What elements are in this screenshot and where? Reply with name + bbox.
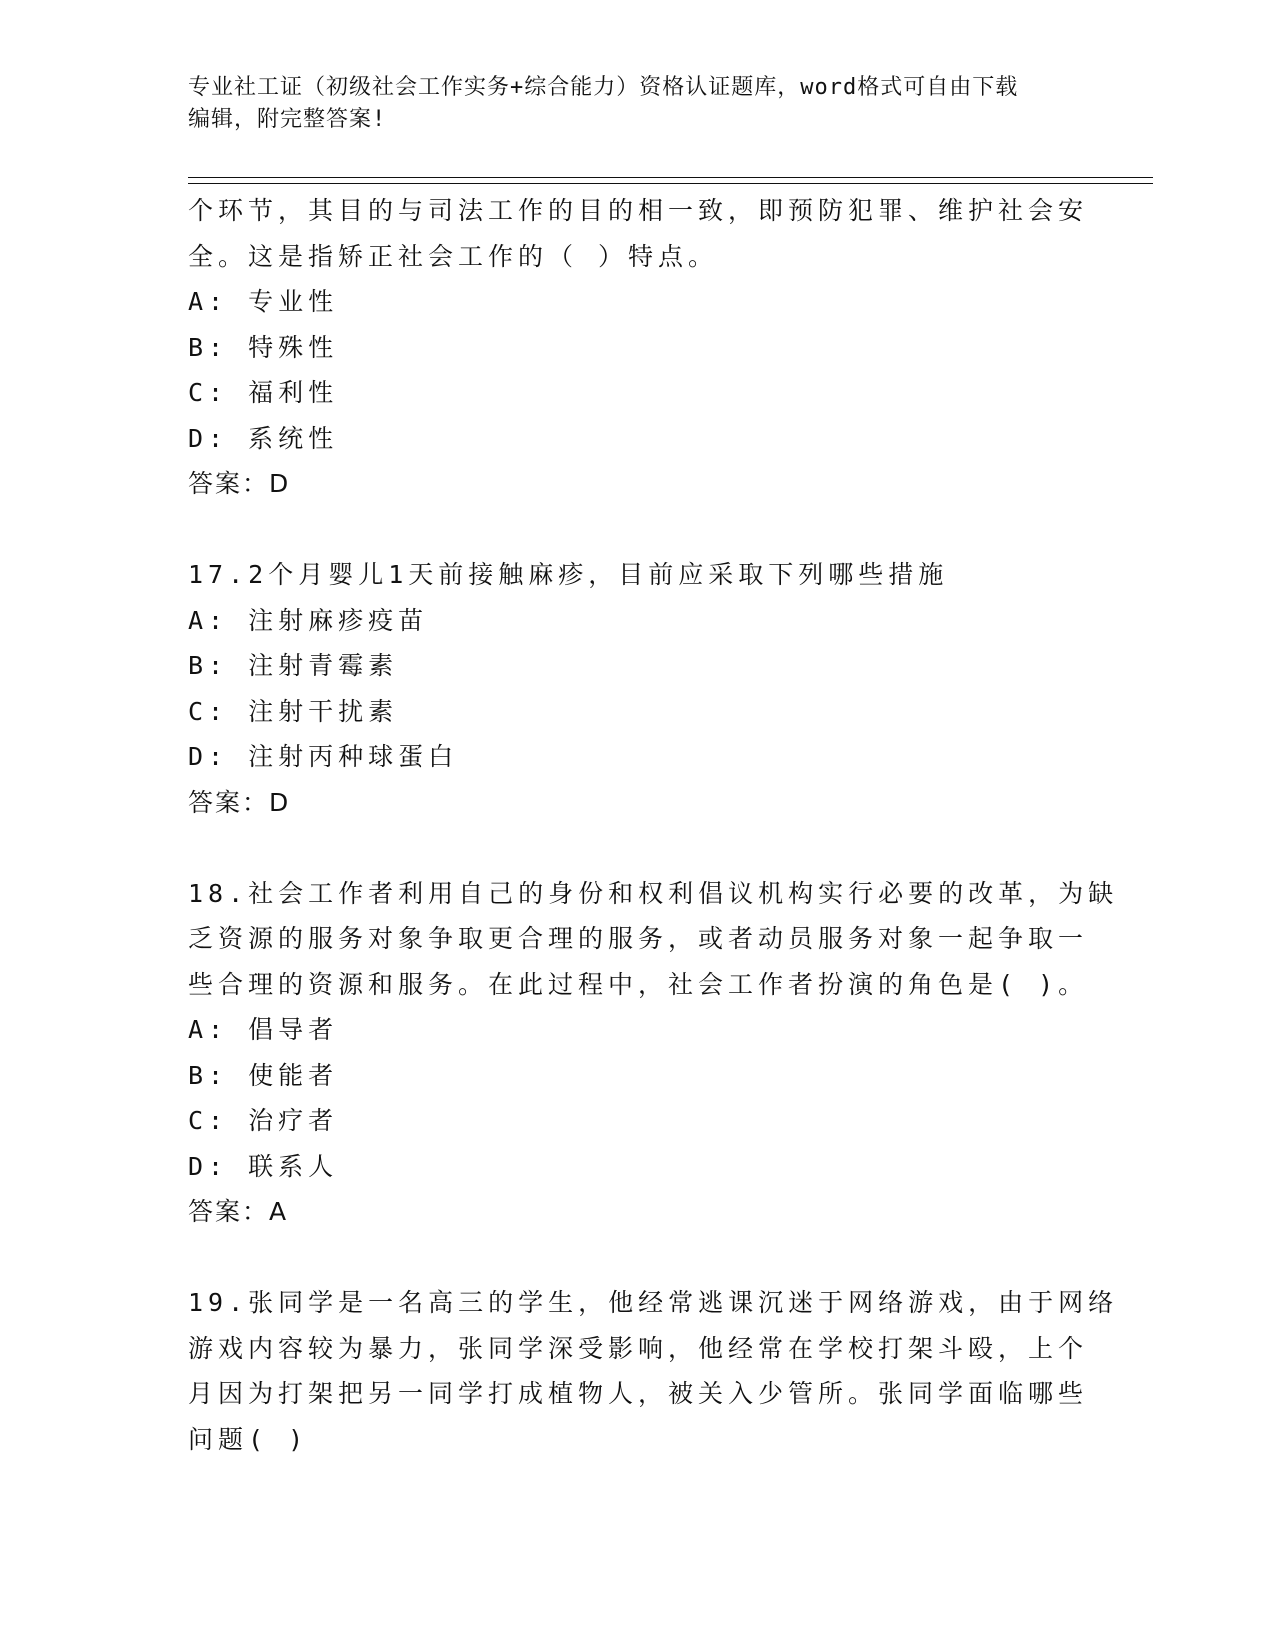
option-a: A: 倡导者 [188, 1015, 339, 1044]
question-text-line: 17.2个月婴儿1天前接触麻疹，目前应采取下列哪些措施 [188, 560, 949, 589]
option-d: D: 注射丙种球蛋白 [188, 742, 459, 771]
question-17 [188, 552, 1088, 825]
question-19 [188, 1280, 1119, 1462]
option-b: B: 注射青霉素 [188, 651, 399, 680]
header-line-2: 编辑，附完整答案! [188, 107, 387, 132]
question-text-line: 个环节，其目的与司法工作的目的相一致，即预防犯罪、维护社会安 [188, 196, 1089, 225]
question-text-line: 19.张同学是一名高三的学生，他经常逃课沉迷于网络游戏，由于网络 [188, 1288, 1119, 1317]
spacer [188, 1235, 1088, 1281]
spacer [188, 825, 1088, 871]
question-list [188, 188, 1119, 1462]
option-c: C: 福利性 [188, 378, 339, 407]
spacer [188, 507, 1088, 553]
question-text-line: 些合理的资源和服务。在此过程中，社会工作者扮演的角色是( )。 [188, 969, 1089, 999]
option-b: B: 使能者 [188, 1060, 339, 1090]
question-text-line: 18.社会工作者利用自己的身份和权利倡议机构实行必要的改革，为缺 [188, 878, 1119, 908]
option-a: A: 专业性 [188, 287, 339, 316]
answer-line: 答案：A [188, 1197, 289, 1226]
option-d: D: 联系人 [188, 1151, 339, 1181]
option-c: C: 治疗者 [188, 1106, 339, 1135]
question-text-line: 月因为打架把另一同学打成植物人，被关入少管所。张同学面临哪些 [188, 1379, 1089, 1408]
answer-line: 答案：D [188, 787, 291, 817]
question-18 [188, 871, 1119, 1235]
question-text-line: 全。这是指矫正社会工作的（ ）特点。 [188, 241, 719, 271]
answer-line: 答案：D [188, 469, 291, 498]
option-c: C: 注射干扰素 [188, 696, 399, 726]
option-b: B: 特殊性 [188, 332, 339, 362]
header-rule-top [188, 177, 1153, 178]
question-16 [188, 188, 1088, 507]
option-d: D: 系统性 [188, 423, 339, 453]
question-text-line: 问题( ) [188, 1424, 309, 1454]
question-text-line: 乏资源的服务对象争取更合理的服务，或者动员服务对象一起争取一 [188, 924, 1089, 953]
header-line-1: 专业社工证（初级社会工作实务+综合能力）资格认证题库，word格式可自由下载 [188, 75, 1019, 100]
header-rule-bottom [188, 183, 1153, 184]
option-a: A: 注射麻疹疫苗 [188, 605, 429, 635]
page-header [188, 72, 1088, 136]
question-text-line: 游戏内容较为暴力，张同学深受影响，他经常在学校打架斗殴，上个 [188, 1333, 1089, 1363]
